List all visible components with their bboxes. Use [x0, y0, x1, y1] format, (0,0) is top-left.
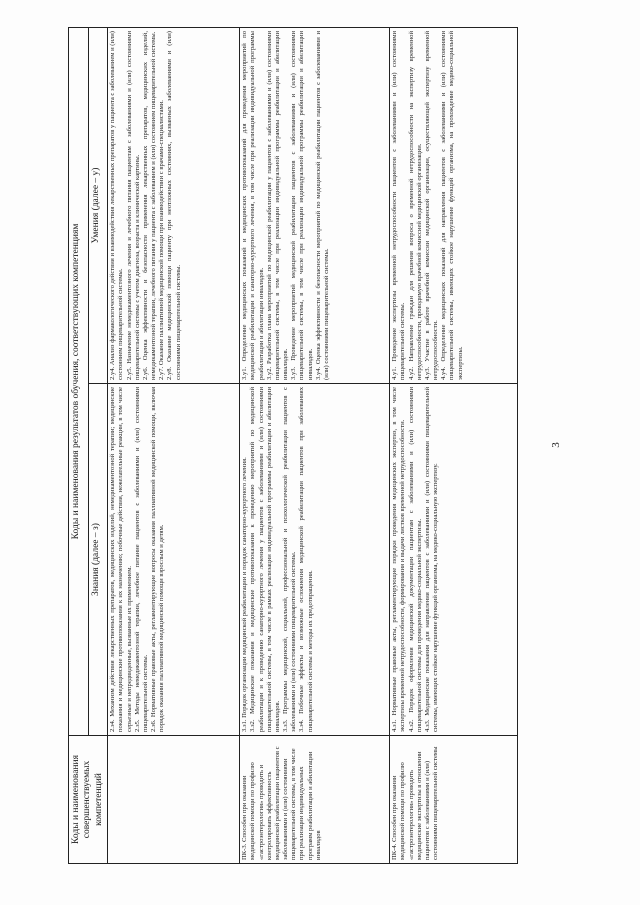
competence-cell: ПК-3. Способен при оказании медицинской помощи по профилю «гастроэнтерология» проводить и контролировать эффективность медицинской реабилитации пациентов с заболеваниями и (или) состояниями пищеварительной системы, в том числе при реализации индивидуальных программ реабилитации и абилитации инвалидов: [240, 736, 390, 864]
knowledge-item: 3.з1. Порядок организации медицинской реабилитации и порядок санаторно-курортного лечения.: [241, 457, 249, 732]
header-competence: Коды и наименования совершенствуемых компетенций: [69, 736, 108, 864]
table-row: [390, 28, 518, 864]
competence-cell: [108, 736, 240, 864]
knowledge-item: 2.з5. Методы немедикаментозной терапии, лечебное питание пациентов с заболеваниями и (или) состояниями пищеварительной системы.: [133, 387, 149, 732]
skill-item: 2.у6. Оценка эффективности и безопасности применения лекарственных препаратов, медицинских изделий, немедикаментозной терапии, лечебного питания у пациента с заболеванием и (или) состоянием пищеварительной системы.: [141, 31, 158, 380]
knowledge-item: 3.з4. Побочные эффекты и возможные осложнения медицинской реабилитации пациентов при заболеваниях пищеварительной системы и методы их предотвращения.: [298, 387, 314, 732]
knowledge-item: 2.з6. Нормативные правовые акты, регламентирующие вопросы оказания паллиативной медицинской помощи, включая порядок оказания паллиативной медицинской помощи взрослым и детям.: [150, 387, 166, 732]
skills-cell: [108, 28, 240, 384]
knowledge-item: 4.з3. Медицинские показания для направления пациентов с заболеваниями и (или) состояниями пищеварительной системы, имеющих стойкое нарушение функций организма, на медико-социальную экспертизу.: [423, 387, 440, 732]
table-row: [240, 28, 390, 864]
skill-item: 4.у4. Определение медицинских показаний для направления пациентов с заболеваниями и (или) состояниями пищеварительной системы, имеющих стойкое нарушение функций организма, на прохождение медико-социальной экспертизы.: [440, 31, 464, 380]
skill-item: 4.у2. Направление граждан для решения вопроса о временной нетрудоспособности на экспертизу временной нетрудоспособности, проводимую врачебной комиссией медицинской организации.: [407, 31, 423, 380]
table-body: [108, 28, 518, 864]
skills-cell: [240, 28, 390, 384]
skill-item: 3.у1. Определение медицинских показаний и медицинских противопоказаний для проведения мероприятий по медицинской реабилитации и санаторно-курортного лечения, в том числе при реализации индивидуальной программы реабилитации и абилитации инвалидов.: [241, 31, 265, 380]
knowledge-item: 2.з4. Механизм действия лекарственных препаратов, медицинских изделий, немедикаментозной терапии; медицинские показания и медицинские противопоказания к их назначению; побочные действия, нежелательные реакции, в том числе серьезные и непредвиденные, вызванные их применением.: [109, 387, 133, 732]
skill-item: 3.у2. Разработка плана мероприятий по медицинской реабилитации у пациентов с заболеваниями и (или) состояниями пищеварительной системы, в том числе при реализации индивидуальной программы реабилитации и абилитации инвалидов.: [265, 31, 290, 380]
knowledge-item: 4.з2. Порядок оформления медицинской документации пациентам с заболеваниями и (или) состояниями пищеварительной системы для проведения медико-социальной экспертизы.: [407, 387, 423, 732]
knowledge-item: 3.з2. Медицинские показания и медицинские противопоказания к проведению мероприятий по медицинской реабилитации и к проведению санаторно-курортного лечения у пациентов с заболеваниями и (или) состояниями пищеварительной системы, в том числе в рамках реализации индивидуальной программы реабилитации и абилитации инвалидов.: [249, 387, 281, 732]
header-knowledge: Знания (далее – з): [88, 384, 108, 736]
skill-item: 2.у7. Оказание паллиативной медицинской помощи при взаимодействии с врачами-специалистами.: [158, 100, 166, 380]
skill-item: 2.у5. Назначение немедикаментозного лечения и лечебного питания пациентам с заболеваниями и (или) состояниями пищеварительной системы с учетом диагноза, возраста и клинической картины.: [125, 31, 141, 380]
knowledge-cell: [390, 384, 518, 736]
skill-item: 2.у4. Анализ фармакологического действия и взаимодействия лекарственных препаратов у пациента с заболеванием и (или) состоянием пищеварительной системы.: [109, 31, 125, 380]
page-number: 3: [550, 442, 562, 448]
table-row: [108, 28, 240, 864]
knowledge-item: 3.з3. Программы медицинской, социальной, профессиональной и психологической реабилитации пациентов с заболеваниями и (или) состояниями пищеварительной системы.: [282, 387, 298, 732]
skill-item: 2.у8. Оказание медицинской помощи пациенту при неотложных состояниях, вызванных заболеваниями и (или) состояниями пищеварительной системы.: [166, 31, 182, 380]
competence-cell: ПК-4. Способен при оказании медицинской помощи по профилю «гастроэнтерология» проводить медицинские экспертизы в отношении пациентов с заболеваниями и (или) состояниями пищеварительной системы: [390, 736, 518, 864]
knowledge-item: 4.з1. Нормативные правовые акты, регламентирующие порядки проведения медицинских экспертиз, в том числе экспертизы временной нетрудоспособности, формирования и выдачи листков временной нетрудоспособности.: [391, 387, 407, 732]
competence-table: [68, 27, 518, 864]
skills-cell: [390, 28, 518, 384]
knowledge-cell: [108, 384, 240, 736]
skill-item: 4.у3. Участие в работе врачебной комиссии медицинской организации, осуществляющей экспертизу временной нетрудоспособности.: [423, 31, 440, 380]
header-results-title: Коды и наименования результатов обучения, соответствующих компетенциям: [69, 28, 89, 736]
skill-item: 3.у3. Проведение мероприятий медицинской реабилитации пациентов с заболеваниями и (или) состояниями пищеварительной системы, в том числе при реализации индивидуальной программы реабилитации и абилитации инвалидов.: [290, 31, 314, 380]
skill-item: 3.у4. Оценка эффективности и безопасности мероприятий по медицинской реабилитации пациентов с заболеваниями и (или) состояниями пищеварительной системы.: [314, 31, 330, 380]
rotated-content: [60, 28, 620, 864]
knowledge-cell: [240, 384, 390, 736]
header-skills: Умения (далее – у): [88, 28, 108, 384]
skill-item: 4.у1. Проведение экспертизы временной нетрудоспособности пациентов с заболеваниями и (или) состояниями пищеварительной системы.: [391, 31, 407, 380]
